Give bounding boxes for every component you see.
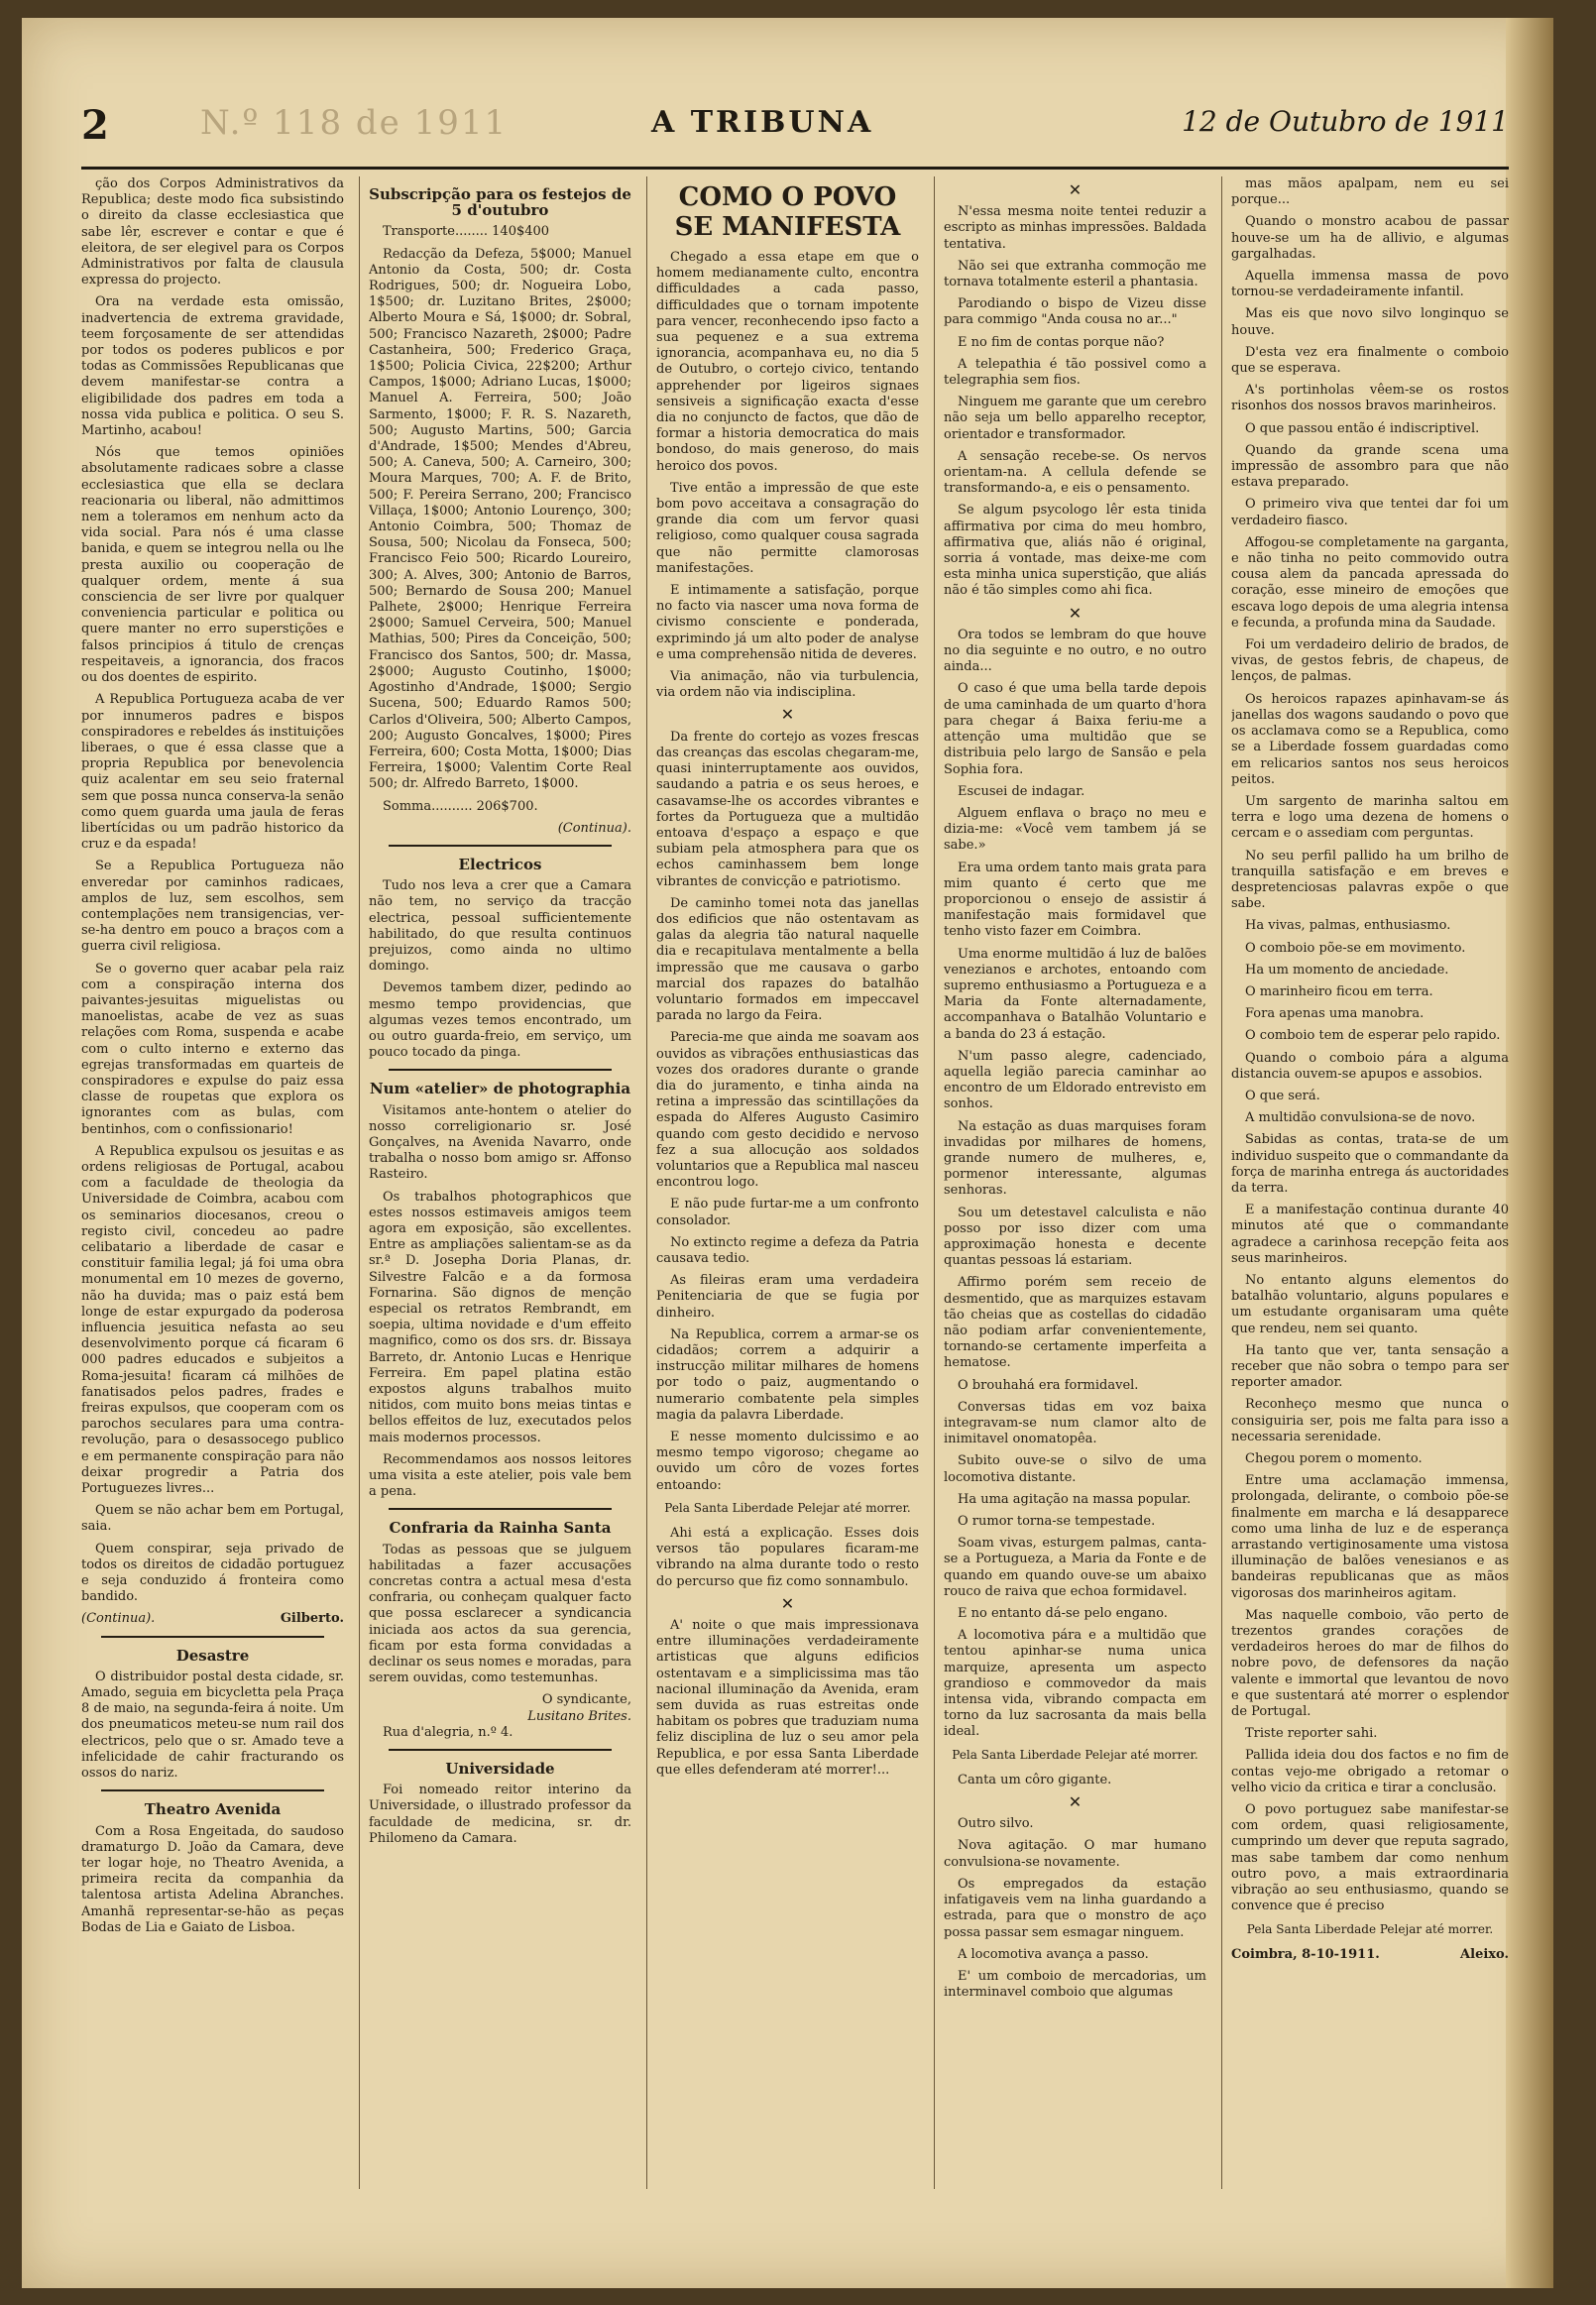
section-rule (389, 1749, 612, 1751)
paragraph: Via animação, não via turbulencia, via ordem não via indisciplina. (656, 669, 919, 701)
paragraph: Na estação as duas marquises foram invadidas por milhares de homens, grande numero de mulheres, e, pormenor interessante, algumas senhoras. (944, 1118, 1206, 1199)
paragraph: Quando o comboio pára a alguma distancia ouvem-se apupos e assobios. (1231, 1050, 1509, 1082)
paragraph: Chegado a essa etape em que o homem medianamente culto, encontra difficuldades a cada passo, difficuldades que o tornam impotente para vencer, reconhecendo ipso facto a sua pequenez e a sua extrema ignorancia, acompanhava eu, no dia 5 de Outubro, o cortejo civico, tentando apprehender por ligeiros signaes sensiveis a significação exacta d'esse dia no conjuncto de factos, que dão de formar a historia democratica do mais bondoso, do mais generoso, do mais heroico dos povos. (656, 250, 919, 474)
paragraph: No extincto regime a defeza da Patria causava tedio. (656, 1234, 919, 1266)
paragraph: Ora todos se lembram do que houve no dia seguinte e no outro, e no outro ainda... (944, 627, 1206, 675)
continued-text: (Continua). (557, 820, 631, 836)
paragraph: No entanto alguns elementos do batalhão voluntario, alguns populares e um estudante organisaram uma quête que rendeu, nem sei quanto. (1231, 1272, 1509, 1336)
paragraph: A locomotiva pára e a multidão que tentou apinhar-se numa unica marquize, apresenta um aspecto grandioso e commovedor da mais intensa vida, vibrando compacta em torno da luz sacrosanta da mais bella ideal. (944, 1628, 1206, 1740)
paragraph: Os trabalhos photographicos que estes nossos estimaveis amigos teem agora em exposição, são excellentes. Entre as ampliações salientam-se as da sr.ª D. Josepha Doria Planas, dr. Silvestre Falcão e a da formosa Fornarina. São dignos de menção especial os retratos Rembrandt, em soepia, ultima novidade e d'um effeito magnifico, como os dos srs. dr. Bissaya Barreto, dr. Antonio Lucas e Henrique Ferreira. Em papel platina estão expostos alguns trabalhos muito nitidos, com muito bons meias tintas e bellos effeitos de luz, executados pelos mais modernos processos. (369, 1189, 631, 1445)
paragraph: N'essa mesma noite tentei reduzir a escripto as minhas impressões. Baldada tentativa. (944, 204, 1206, 252)
paragraph: Quem se não achar bem em Portugal, saia. (81, 1503, 344, 1535)
newspaper-page (22, 18, 1553, 2288)
paragraph: Sou um detestavel calculista e não posso por isso dizer com uma approximação honesta e decente quantas pessoas lá estariam. (944, 1205, 1206, 1269)
issue-date: 12 de Outubro de 1911 (1182, 105, 1509, 138)
heading-electricos: Electricos (458, 855, 542, 873)
section-rule (389, 1508, 612, 1510)
paragraph: A locomotiva avança a passo. (958, 1946, 1149, 1962)
paragraph: Quando da grande scena uma impressão de assombro para que não estava preparado. (1231, 442, 1509, 491)
paragraph: A telepathia é tão possivel como a telegraphia sem fios. (944, 356, 1206, 389)
paragraph: Foi um verdadeiro delirio de brados, de vivas, de gestos febris, de chapeus, de lenços, de palmas. (1231, 637, 1509, 685)
article-footer (1231, 1947, 1509, 1963)
paragraph: Um sargento de marinha saltou em terra e logo uma dezena de homens o cercam e o assediam com perguntas. (1231, 793, 1509, 842)
paragraph: A's portinholas vêem-se os rostos risonhos dos nossos bravos marinheiros. (1231, 383, 1509, 414)
paragraph: Na Republica, correm a armar-se os cidadãos; correm a adquirir a instrucção militar milhares de homens por todo o paiz, augmentando o numerario combatente pela simples magia da palavra Liberdade. (656, 1326, 919, 1423)
paragraph: O que passou então é indiscriptivel. (1245, 420, 1480, 436)
paragraph: Reconheço mesmo que nunca o consiguiria ser, pois me falta para isso a necessaria serenidade. (1231, 1397, 1509, 1444)
paragraph: Da frente do cortejo as vozes frescas das creanças das escolas chegaram-me, quasi ininterruptamente aos ouvidos, saudando a patria e os seus heroes, e casavamse-lhe os accordes vibrantes e fortes da Portugueza que a multidão entoava d'espaço a espaço e que subiam pela atmosphera para que os echos caminhassem bem longe vibrantes de convicção e patriotismo. (656, 729, 919, 889)
dateline: Coimbra, 8-10-1911. (1231, 1946, 1380, 1962)
paragraph: Fora apenas uma manobra. (1245, 1006, 1425, 1022)
paragraph: E não pude furtar-me a um confronto consolador. (656, 1197, 919, 1228)
paragraph: O comboio tem de esperar pelo rapido. (1245, 1028, 1501, 1044)
cross-separator-icon: ✕ (780, 1593, 795, 1613)
paragraph: Escusei de indagar. (958, 783, 1085, 799)
paragraph: O caso é que uma bella tarde depois de uma caminhada de um quarto d'hora para chegar á Baixa feriu-me a attenção uma multidão que se distribuia pelo largo de Sansão e pela Sophia fora. (944, 681, 1206, 777)
page-number: 2 (81, 102, 109, 149)
heading-universidade: Universidade (445, 1760, 555, 1779)
paragraph: Entre uma acclamação immensa, prolongada, delirante, o comboio põe-se finalmente em marcha e lá desapparece como uma linha de luz e de esperança arrastando vertiginosamente uma vistosa illuminação de balões venesianos e as bandeiras republicanas que as mãos vigorosas dos marinheiros agitam. (1231, 1473, 1509, 1601)
sindicante-name-text: Lusitano Brites. (527, 1708, 631, 1724)
sindicante-label: O syndicante, (541, 1692, 631, 1708)
paragraph: O brouhahá era formidavel. (958, 1377, 1139, 1393)
paragraph: As fileiras eram uma verdadeira Penitenciaria de que se fugia por dinheiro. (656, 1273, 919, 1321)
paragraph: Tive então a impressão de que este bom povo acceitava a consagração do grande dia com um fervor quasi religioso, como qualquer cousa sagrada que não permitte clamorosas manifestações. (656, 480, 919, 576)
paragraph: E nesse momento dulcissimo e ao mesmo tempo vigoroso; chegame ao ouvido um côro de vozes fortes entoando: (656, 1430, 919, 1493)
heading-desastre: Desastre (175, 1646, 250, 1665)
paragraph: N'um passo alegre, cadenciado, aquella legião parecia caminhar ao encontro de um Eldorado entrevisto em sonhos. (944, 1048, 1206, 1112)
sindicante-name (369, 1709, 631, 1725)
column-3 (656, 176, 919, 2199)
cross-separator-icon: ✕ (1068, 180, 1083, 199)
paragraph: A Republica Portugueza acaba de ver por innumeros padres e bispos conspiradores e rebeldes ás instituições liberaes, o que é essa classe que a propria Republica por benevolencia quiz acalentar em seu seio fraternal sem que possa nunca conserva-la senão como quem guarda uma jaula de feras libertícidas ou um padrão historico da cruz e da espada! (81, 692, 344, 853)
paragraph: Todas as pessoas que se julguem habilitadas a fazer accusações concretas contra a actual mesa d'esta confraria, ou conheçam qualquer facto que possa esclarecer a syndicancia iniciada aos actos da sua gerencia, ficam por esta forma convidadas a declinar os seus nomes e moradas, para serem ouvidas, como testemunhas. (369, 1542, 631, 1686)
paragraph: E no fim de contas porque não? (958, 334, 1165, 350)
continued-note (369, 821, 631, 837)
paragraph: Aquella immensa massa de povo tornou-se verdadeiramente infantil. (1231, 269, 1509, 300)
paragraph: E' um comboio de mercadorias, um interminavel comboio que algumas (944, 1968, 1206, 2001)
continued-note: (Continua). (81, 1611, 156, 1627)
paragraph: Conversas tidas em voz baixa integravam-se num clamor alto de inimitavel onomatopêa. (944, 1399, 1206, 1447)
paragraph: Triste reporter sahi. (1245, 1726, 1378, 1742)
author-name: Aleixo. (1460, 1946, 1509, 1962)
newspaper-title: A TRIBUNA (651, 105, 874, 140)
heading-confraria: Confraria da Rainha Santa (389, 1519, 612, 1538)
masthead (81, 97, 1509, 147)
address-line: Rua d'alegria, n.º 4. (383, 1724, 513, 1740)
paragraph: Devemos tambem dizer, pedindo ao mesmo tempo providencias, que algumas vezes temos encontrado, um ou outro guarda-freio, em serviço, um pouco tocado da pinga. (369, 980, 631, 1061)
paragraph: Ha vivas, palmas, enthusiasmo. (1245, 918, 1451, 934)
paragraph: Os empregados da estação infatigaveis vem na linha guardando a estrada, para que o monstro de aço possa passar sem esmagar ninguem. (944, 1876, 1206, 1940)
paragraph: Foi nomeado reitor interino da Universidade, o illustrado professor da faculdade de medicina, sr. dr. Philomeno da Camara. (369, 1783, 631, 1846)
heading-atelier: Num «atelier» de photographia (369, 1080, 631, 1098)
paragraph: O rumor torna-se tempestade. (958, 1514, 1156, 1530)
paragraph: Nova agitação. O mar humano convulsiona-se novamente. (944, 1838, 1206, 1870)
paragraph: Parodiando o bispo de Vizeu disse para commigo "Anda cousa no ar..." (944, 296, 1206, 328)
paragraph: Chegou porem o momento. (1245, 1451, 1423, 1467)
cross-separator-icon: ✕ (780, 705, 795, 725)
paragraph: Pallida ideia dou dos factos e no fim de contas vejo-me obrigado a retomar o velho vicio da critica e tirar a conclusão. (1231, 1748, 1509, 1795)
paragraph: Parecia-me que ainda me soavam aos ouvidos as vibrações enthusiasticas das vozes dos oradores durante o grande dia do juramento, e tinha ainda na retina a impressão das scintillações da espada do Alferes Augusto Casimiro quando com gesto decidido e nervoso fez a sua allocução aos soldados voluntarios que a Republica mal nasceu encontrou logo. (656, 1030, 919, 1191)
paragraph: Quando o monstro acabou de passar houve-se um ha de allivio, e algumas gargalhadas. (1231, 214, 1509, 262)
section-rule (389, 845, 612, 847)
paragraph: Ha uma agitação na massa popular. (958, 1491, 1192, 1507)
paragraph: Ha tanto que ver, tanta sensação a receber que não sobra o tempo para ser reporter amador. (1231, 1342, 1509, 1391)
column-4 (944, 176, 1206, 2199)
song-verse: Pela Santa Liberdade Pelejar até morrer. (664, 1500, 911, 1515)
paragraph: Ninguem me garante que um cerebro não seja um bello apparelho receptor, orientador e transformador. (944, 395, 1206, 442)
paragraph: A sensação recebe-se. Os nervos orientam-na. A cellula defende se transformando-a, e eis o pensamento. (944, 448, 1206, 497)
paragraph: O primeiro viva que tentei dar foi um verdadeiro fiasco. (1231, 497, 1509, 528)
paragraph: Tudo nos leva a crer que a Camara não tem, no serviço da tracção electrica, pessoal sufficientemente habilitado, do que resulta continuos prejuizos, como ainda no ultimo domingo. (369, 878, 631, 975)
paragraph: Se algum psycologo lêr esta tinida affirmativa por cima do meu hombro, affirmativa que, aliás não é original, sorria á vontade, mas deixe-me com esta minha unica superstição, que aliás não é tão simples como ahi fica. (944, 503, 1206, 599)
paragraph: Affogou-se completamente na garganta, e não tinha no peito commovido outra cousa alem da pancada apressada do coração, esse mineiro de emoções que escava logo depois de uma alegria intensa e fecunda, a profunda mina da Saudade. (1231, 534, 1509, 631)
paragraph: Se a Republica Portugueza não enveredar por caminhos radicaes, amplos de luz, sem escolhos, sem contemplações nem transigencias, ver-se-ha dentro em pouco a braços com a guerra civil religiosa. (81, 859, 344, 955)
paragraph: mas mãos apalpam, nem eu sei porque... (1231, 176, 1509, 208)
paragraph: Se o governo quer acabar pela raiz com a conspiração interna dos paivantes-jesuitas miguelistas ou manoelistas, acabe de vez as suas relações com Roma, suspenda e acabe com o culto interno e externo das egrejas transformadas em quarteis de conspiradores e expulse do paiz essa classe de roupetas que explora os ignorantes com as bulas, com bentinhos, com o confissionario! (81, 961, 344, 1137)
paragraph: E no entanto dá-se pelo engano. (958, 1606, 1168, 1622)
heading-theatro: Theatro Avenida (144, 1800, 282, 1819)
paragraph: ção dos Corpos Administrativos da Republica; deste modo fica subsistindo o direito da classe ecclesiastica que sabe lêr, escrever e contar e que é eleitora, de ser elegivel para os Corpos Administrativos por falta de clausula expressa do projecto. (81, 176, 344, 288)
paragraph: Recommendamos aos nossos leitores uma visita a este atelier, pois vale bem a pena. (369, 1451, 631, 1500)
feature-headline: COMO O POVO SE MANIFESTA (674, 182, 901, 242)
cross-separator-icon: ✕ (1068, 603, 1083, 623)
column-divider (1221, 176, 1222, 2189)
paragraph: Uma enorme multidão á luz de balões venezianos e archotes, entoando com supremo enthusiasmo a Portugueza e a Maria da Fonte alternadamente, accompanhava o Batalhão Voluntario e a banda do 23 á estação. (944, 946, 1206, 1042)
paragraph: O que será. (1245, 1088, 1320, 1103)
somma-line: Somma.......... 206$700. (383, 798, 538, 814)
paragraph: Alguem enflava o braço no meu e dizia-me: «Você vem tambem já se sabe.» (944, 805, 1206, 854)
article-signature (81, 1611, 344, 1627)
section-rule (101, 1636, 324, 1638)
paragraph: E a manifestação continua durante 40 minutos até que o commandante agradece a carinhosa recepção feita aos seus marinheiros. (1231, 1203, 1509, 1266)
paragraph: Nós que temos opiniões absolutamente radicaes sobre a classe ecclesiastica que ella se declara reacionaria ou liberal, não admittimos nem a toleramos em nenhum acto da vida social. Para nós é uma classe banida, e quem se integrou nella ou lhe presta auxilio ou cooperação de qualquer ordem, mente á sua consciencia de ser livre por qualquer conveniencia particular e politica ou quere manter no erro superstições e falsos principios á titulo de crenças respeitaveis, a ignorancia, dos fracos ou dos doentes de espirito. (81, 445, 344, 686)
paragraph: O povo portuguez sabe manifestar-se com ordem, quasi religiosamente, cumprindo um dever que reputa sagrado, mas sabe tambem dar como nenhum outro povo, a mais extraordinaria vibração ao seu enthusiasmo, quando se convence que é preciso (1231, 1802, 1509, 1914)
song-verse: Pela Santa Liberdade Pelejar até morrer. (952, 1747, 1198, 1762)
paragraph: Ahi está a explicação. Esses dois versos tão populares ficaram-me vibrando na alma durante todo o resto do percurso que fiz como sonnambulo. (656, 1526, 919, 1589)
author-name: Gilberto. (280, 1611, 344, 1627)
column-5 (1231, 176, 1509, 2199)
paragraph: Era uma ordem tanto mais grata para mim quanto é certo que me proporcionou o ensejo de assistir á manifestação mais formidavel que tenho visto fazer em Coimbra. (944, 860, 1206, 940)
column-divider (359, 176, 360, 2189)
paragraph: Mas eis que novo silvo longinquo se houve. (1231, 306, 1509, 338)
paragraph: Sabidas as contas, trata-se de um individuo suspeito que o commandante da força de marinha entrega ás auctoridades da terra. (1231, 1132, 1509, 1196)
column-2 (369, 176, 631, 2199)
subscription-list: Redacção da Defeza, 5$000; Manuel Antonio da Costa, 500; dr. Costa Rodrigues, 500; dr. Nogueira Lobo, 1$500; dr. Luzitano Brites, 2$000; Alberto Moura e Sá, 1$000; dr. Sobral, 500; Francisco Nazareth, 2$000; Padre Castanheira, 500; Frederico Graça, 1$500; Policia Civica, 22$200; Arthur Campos, 1$000; Adriano Lucas, 1$000; Manuel A. Ferreira, 500; João Sarmento, 1$000; F. R. S. Nazareth, 500; Augusto Martins, 500; Garcia d'Andrade, 1$500; Mendes d'Abreu, 500; A. Caneva, 500; A. Carneiro, 300; Moura Marques, 700; A. F. de Brito, 500; F. Pereira Serrano, 200; Francisco Villaça, 1$000; Antonio Lourenço, 300; Antonio Coimbra, 500; Thomaz de Sousa, 500; Nicolau da Fonseca, 500; Francisco Feio 500; Ricardo Loureiro, 300; A. Alves, 300; Antonio de Barros, 500; Bernardo de Sousa 200; Manuel Palhete, 2$000; Henrique Ferreira 2$000; Samuel Cerveira, 500; Manuel Mathias, 500; Pires da Conceição, 500; Francisco dos Santos, 500; dr. Massa, 2$000; Augusto Coutinho, 1$000; Agostinho d'Andrade, 1$000; Sergio Sucena, 500; Eduardo Ramos 500; Carlos d'Oliveira, 500; Alberto Campos, 200; Augusto Goncalves, 1$000; Pires Ferreira, 600; Costa Motta, 1$000; Dias Ferreira, 1$000; Valentim Corte Real 500; dr. Alfredo Barreto, 1$000. (369, 246, 631, 792)
paragraph: Os heroicos rapazes apinhavam-se ás janellas dos wagons saudando o povo que os acclamava como se a Republica, como se a Liberdade fossem guardadas como em relicarios santos nos seus heroicos peitos. (1231, 691, 1509, 787)
column-divider (934, 176, 935, 2189)
paragraph: De caminho tomei nota das janellas dos edificios que não ostentavam as galas da alegria tão natural naquelle dia e recapitulava mentalmente a bella impressão que me causava o garbo marcial dos rapazes do batalhão voluntario formados em impeccavel parada no largo da Feira. (656, 895, 919, 1024)
paragraph: Não sei que extranha commoção me tornava totalmente esteril a phantasia. (944, 258, 1206, 290)
paragraph: E intimamente a satisfação, porque no facto via nascer uma nova forma de civismo consciente e ponderada, exprimindo já um alto poder de analyse e uma comprehensão nitida de deveres. (656, 583, 919, 662)
paragraph: Ora na verdade esta omissão, inadvertencia de extrema gravidade, teem forçosamente de ser attendidas por todos os poderes publicos e por todas as Commissões Republicanas que devem manifestar-se contra a eligibilidade dos padres em toda a nossa vida publica e politica. O seu S. Martinho, acabou! (81, 294, 344, 439)
paragraph: A' noite o que mais impressionava entre illuminações verdadeiramente artisticas que alguns edificios ostentavam e a simplicissima mas tão nacional illuminação da Avenida, eram sem duvida as ruas estreitas onde habitam os pobres que traduziam numa feliz disciplina de luz o seu amor pela Republica, e por essa Santa Liberdade que elles defenderam até morrer!... (656, 1618, 919, 1778)
paragraph: Mas naquelle comboio, vão perto de trezentos grandes corações de verdadeiros heroes do mar de filhos do nobre povo, de defensores da nação valente e immortal que levantou de novo e que sustentará até morrer o esplendor de Portugal. (1231, 1607, 1509, 1720)
paragraph: D'esta vez era finalmente o comboio que se esperava. (1231, 344, 1509, 377)
transporte-line: Transporte........ 140$400 (383, 224, 550, 240)
section-rule (101, 1789, 324, 1791)
paragraph: A multidão convulsiona-se de novo. (1245, 1110, 1476, 1126)
paragraph: A Republica expulsou os jesuitas e as ordens religiosas de Portugal, acabou com a faculdade de theologia da Universidade de Coimbra, acabou com os seminarios diocesanos, creou o registo civil, concedeu ao padre celibatario a liberdade de casar e constituir familia legal; já foi uma obra monumental em 10 mezes de governo, não ha duvida; mas o paiz está bem longe de estar expurgado da poderosa influencia jesuitica nefasta ao seu desenvolvimento porque cá ficaram 6 000 padres educados e subjeitos a Roma-jesuita! ficaram cá milhões de fanatisados pelos padres, frades e freiras expulsos, que cooperam com os parochos seculares para uma contra-revolução, para o desassocego publico e em permanente conspiração para não deixar progredir a Patria dos Portuguezes livres... (81, 1143, 344, 1497)
paragraph: No seu perfil pallido ha um brilho de tranquilla satisfação e em breves e despretenciosas palavras expõe o que sabe. (1231, 848, 1509, 912)
page-spine (1506, 18, 1553, 2288)
paragraph: Com a Rosa Engeitada, do saudoso dramaturgo D. João da Camara, deve ter logar hoje, no Theatro Avenida, a primeira recita da companhia da talentosa artista Adelina Abranches. Amanhã representar-se-hão as peças Bodas de Lia e Gaiato de Lisboa. (81, 1823, 344, 1935)
column-1 (81, 176, 344, 2199)
song-verse: Pela Santa Liberdade Pelejar até morrer. (1246, 1921, 1494, 1936)
paragraph: Subito ouve-se o silvo de uma locomotiva distante. (944, 1453, 1206, 1485)
paragraph: Affirmo porém sem receio de desmentido, que as marquizes estavam tão cheias que as costellas do cidadão não podiam arfar convenientemente, tornando-se certamente imperfeita a hematose. (944, 1275, 1206, 1371)
paragraph: Quem conspirar, seja privado de todos os direitos de cidadão portuguez e seja conduzido á fronteira como bandido. (81, 1541, 344, 1605)
paragraph: Outro silvo. (958, 1816, 1034, 1832)
paragraph: Visitamos ante-hontem o atelier do nosso correligionario sr. José Gonçalves, na Avenida Navarro, onde trabalha o nosso bom amigo sr. Affonso Rasteiro. (369, 1102, 631, 1183)
paragraph: O comboio põe-se em movimento. (1245, 940, 1466, 956)
paragraph: Soam vivas, esturgem palmas, canta-se a Portugueza, a Maria da Fonte e de quando em quando ouve-se um abaixo rouco de raiva que echoa formidavel. (944, 1536, 1206, 1599)
section-rule (389, 1069, 612, 1071)
paragraph: O distribuidor postal desta cidade, sr. Amado, seguia em bicycletta pela Praça 8 de maio, na segunda-feira á noite. Um dos pneumaticos meteu-se num rail dos electricos, pelo que o sr. Amado teve a infelicidade de cahir fracturando os ossos do nariz. (81, 1669, 344, 1782)
masthead-rule (81, 167, 1509, 170)
heading-subscripcao: Subscripção para os festejos de 5 d'outubro (369, 185, 631, 220)
masthead-ghost-text: N.º 118 de 1911 (200, 103, 509, 143)
paragraph: O marinheiro ficou em terra. (1245, 983, 1433, 999)
cross-separator-icon: ✕ (1068, 1792, 1083, 1812)
paragraph: Canta um côro gigante. (958, 1772, 1112, 1787)
paragraph: Ha um momento de anciedade. (1245, 962, 1449, 978)
column-divider (646, 176, 647, 2189)
